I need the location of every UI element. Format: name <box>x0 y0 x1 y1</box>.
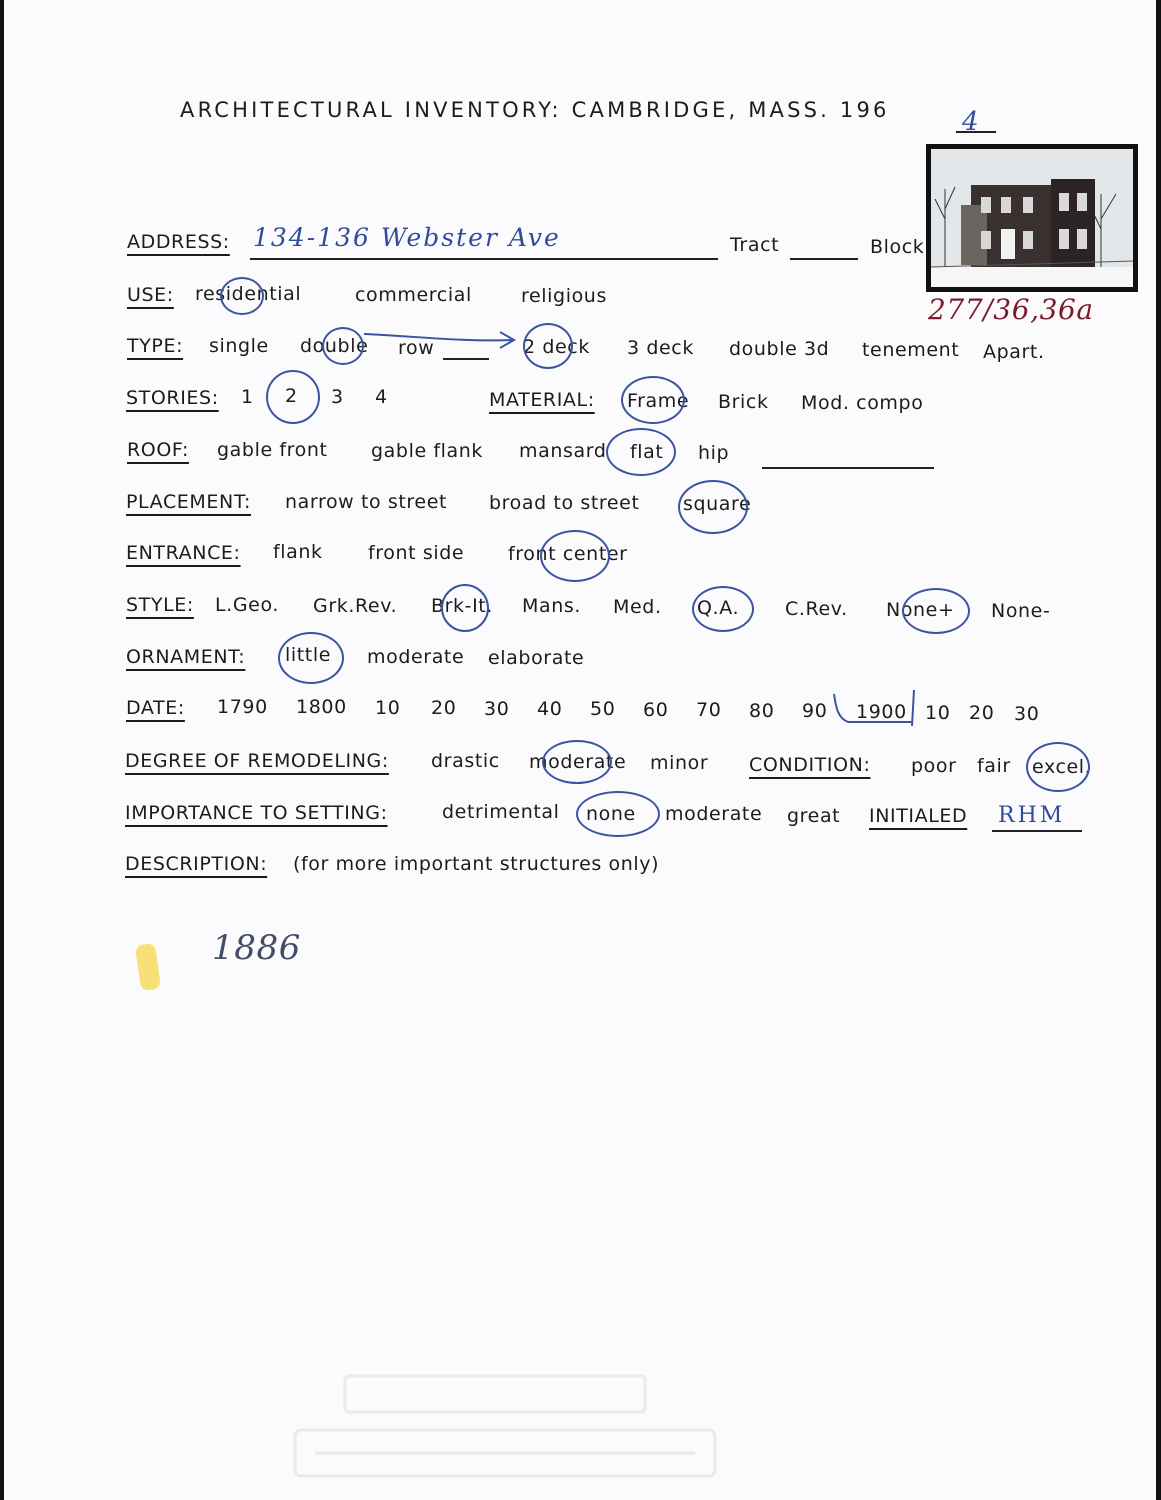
bleed-through-watermark-icon <box>115 1368 875 1488</box>
placement-square: square <box>683 493 752 515</box>
stories-1: 1 <box>241 386 254 408</box>
initialed-value: RHM <box>998 803 1066 828</box>
style-none-plus: None+ <box>886 599 955 621</box>
stories-3: 3 <box>331 386 344 408</box>
type-row: row <box>398 337 435 359</box>
form-title: ARCHITECTURAL INVENTORY: CAMBRIDGE, MASS. 196 <box>180 98 890 122</box>
date-80: 80 <box>749 700 775 722</box>
mark-qa <box>692 586 754 632</box>
use-commercial: commercial <box>355 284 472 306</box>
material-mod-compo: Mod. compo <box>801 392 924 414</box>
material-label: MATERIAL: <box>489 389 595 411</box>
date-1790: 1790 <box>217 696 268 718</box>
mark-residential <box>220 277 264 315</box>
style-none-minus: None- <box>991 600 1051 622</box>
right-scan-edge <box>1156 0 1161 1500</box>
roof-mansard: mansard <box>519 440 607 462</box>
date-90: 90 <box>802 700 828 722</box>
stories-4: 4 <box>375 386 388 408</box>
date-label: DATE: <box>126 697 185 719</box>
style-med: Med. <box>613 596 662 618</box>
row-line <box>443 358 489 360</box>
material-brick: Brick <box>718 391 769 413</box>
date-60: 60 <box>643 699 669 721</box>
placement-broad: broad to street <box>489 492 640 514</box>
mark-front-center <box>540 530 610 582</box>
entrance-front-center: front center <box>508 543 628 565</box>
address-label: ADDRESS: <box>127 231 230 253</box>
mark-remodeling-moderate <box>542 740 612 784</box>
ornament-elaborate: elaborate <box>488 647 585 669</box>
type-tenement: tenement <box>862 339 960 361</box>
entrance-label: ENTRANCE: <box>126 542 241 564</box>
description-label: DESCRIPTION: <box>125 853 268 875</box>
condition-fair: fair <box>977 755 1011 777</box>
roof-hip: hip <box>698 442 730 464</box>
entrance-front-side: front side <box>368 542 465 564</box>
material-frame: Frame <box>627 390 690 412</box>
date-1900: 1900 <box>856 701 907 723</box>
date-30: 30 <box>484 698 510 720</box>
mark-square <box>678 480 748 534</box>
date-10: 10 <box>375 697 401 719</box>
mark-stories-2 <box>266 370 320 424</box>
date-30b: 30 <box>1014 703 1040 725</box>
condition-poor: poor <box>911 755 957 777</box>
importance-moderate: moderate <box>665 803 763 825</box>
mark-2-deck <box>523 323 573 369</box>
address-line <box>250 258 718 260</box>
building-photo <box>926 144 1138 292</box>
left-scan-edge <box>0 0 4 1500</box>
style-brkit: Brk-It. <box>431 595 493 617</box>
description-handwritten: 1886 <box>212 928 301 968</box>
yellow-highlight-mark <box>135 943 161 991</box>
style-crev: C.Rev. <box>785 598 848 620</box>
block-number: 277/36,36a <box>928 293 1094 326</box>
condition-excel: excel. <box>1032 756 1092 778</box>
placement-label: PLACEMENT: <box>126 491 251 513</box>
mark-frame <box>621 376 685 424</box>
mark-none <box>576 791 660 837</box>
ornament-label: ORNAMENT: <box>126 646 246 668</box>
placement-narrow: narrow to street <box>285 491 448 513</box>
remodeling-label: DEGREE OF REMODELING: <box>125 750 389 772</box>
mark-none-plus <box>902 588 970 634</box>
date-bracket-icon <box>826 688 922 728</box>
date-40: 40 <box>537 698 563 720</box>
ornament-moderate: moderate <box>367 646 465 668</box>
importance-none: none <box>586 803 636 825</box>
type-double: double <box>300 335 369 357</box>
roof-label: ROOF: <box>127 439 189 461</box>
roof-other-line <box>762 467 934 469</box>
roof-gable-flank: gable flank <box>371 440 484 462</box>
date-20b: 20 <box>969 702 995 724</box>
remodeling-minor: minor <box>650 752 709 774</box>
entrance-flank: flank <box>273 541 323 563</box>
address-value: 134-136 Webster Ave <box>253 223 561 252</box>
date-70: 70 <box>696 699 722 721</box>
use-religious: religious <box>521 285 607 307</box>
year-digit: 4 <box>962 107 980 137</box>
importance-great: great <box>787 805 841 827</box>
remodeling-moderate: moderate <box>529 751 627 773</box>
mark-flat <box>606 428 676 476</box>
roof-flat: flat <box>630 441 664 463</box>
use-label: USE: <box>127 284 174 306</box>
mark-excel <box>1026 742 1090 792</box>
type-double-3d: double 3d <box>729 338 830 360</box>
type-apart: Apart. <box>983 341 1045 363</box>
roof-gable-front: gable front <box>217 439 328 461</box>
style-lgeo: L.Geo. <box>215 594 279 616</box>
stories-2: 2 <box>285 385 298 407</box>
block-label: Block <box>870 236 925 258</box>
style-label: STYLE: <box>126 594 194 616</box>
year-line <box>956 131 996 133</box>
type-3-deck: 3 deck <box>627 337 694 359</box>
type-label: TYPE: <box>127 335 184 357</box>
type-single: single <box>209 335 269 357</box>
ornament-little: little <box>285 644 332 666</box>
style-mans: Mans. <box>522 595 582 617</box>
date-50: 50 <box>590 698 616 720</box>
house-photo-icon <box>931 149 1133 287</box>
date-20: 20 <box>431 697 457 719</box>
style-qa: Q.A. <box>697 597 740 619</box>
type-2-deck: 2 deck <box>523 336 590 358</box>
use-residential: residential <box>195 283 302 305</box>
importance-label: IMPORTANCE TO SETTING: <box>125 802 388 824</box>
style-grkrev: Grk.Rev. <box>313 595 398 617</box>
mark-little <box>278 632 344 684</box>
stories-label: STORIES: <box>126 387 219 409</box>
tract-label: Tract <box>730 234 780 256</box>
initialed-line <box>992 830 1082 832</box>
remodeling-drastic: drastic <box>431 750 500 772</box>
date-10b: 10 <box>925 702 951 724</box>
importance-detrimental: detrimental <box>442 801 560 823</box>
initialed-label: INITIALED <box>869 805 968 827</box>
arrow-to-2-deck-icon <box>362 328 522 352</box>
mark-brkit <box>441 584 489 632</box>
tract-line <box>790 258 858 260</box>
condition-label: CONDITION: <box>749 754 871 776</box>
date-1800: 1800 <box>296 696 347 718</box>
description-note: (for more important structures only) <box>293 853 660 875</box>
mark-double <box>322 327 364 365</box>
